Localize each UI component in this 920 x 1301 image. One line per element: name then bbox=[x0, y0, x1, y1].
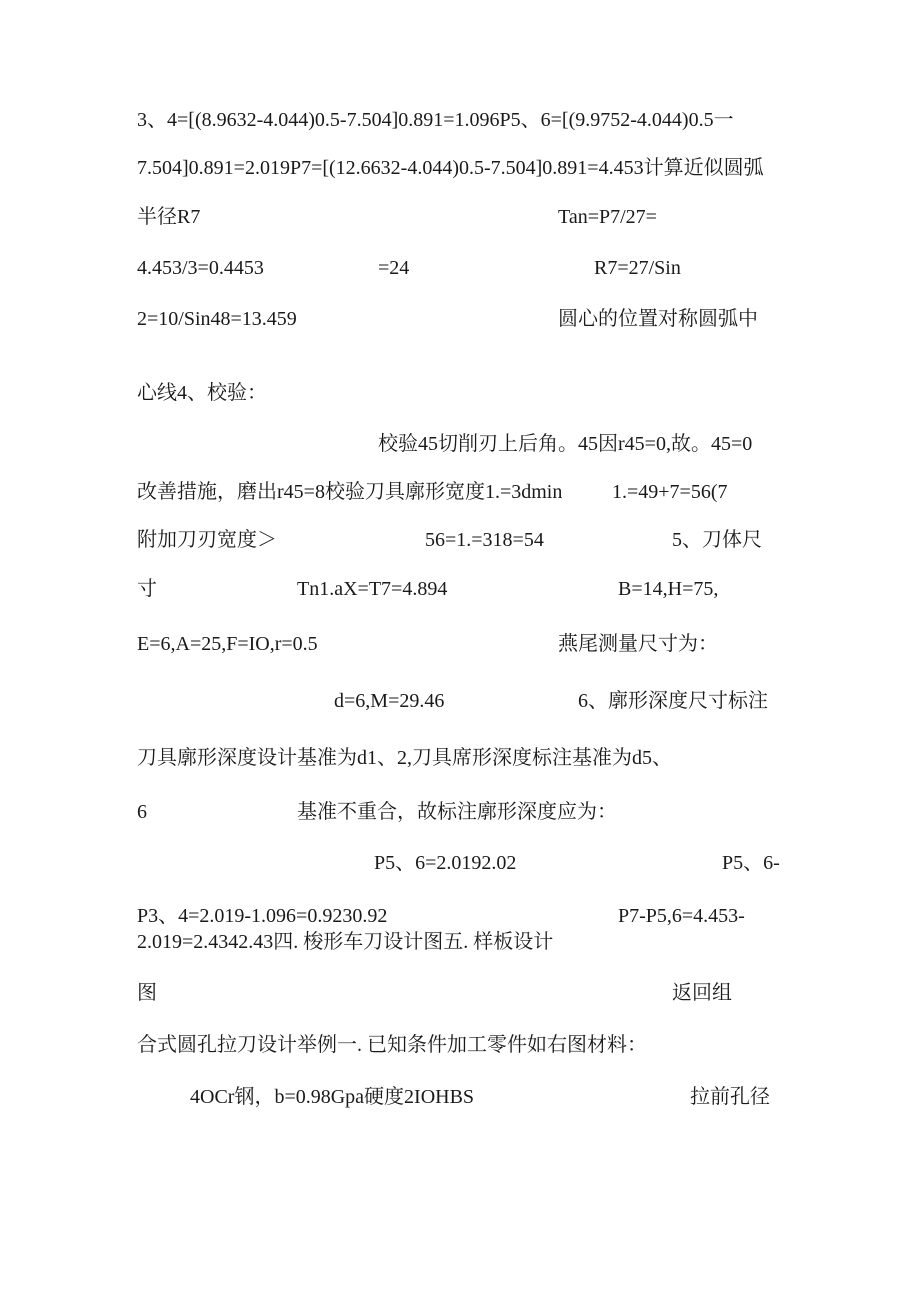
text-line: 6 bbox=[137, 801, 147, 823]
text-line: 圆心的位置对称圆弧中 bbox=[558, 308, 758, 330]
text-line: B=14,H=75, bbox=[618, 578, 719, 600]
text-line: 拉前孔径 bbox=[690, 1086, 770, 1108]
text-line: 刀具廓形深度设计基准为d1、2,刀具席形深度标注基准为d5、 bbox=[137, 747, 672, 769]
text-line: 2=10/Sin48=13.459 bbox=[137, 308, 297, 330]
text-line: 7.504]0.891=2.019P7=[(12.6632-4.044)0.5-7.504]0.891=4.453计算近似圆弧 bbox=[137, 157, 764, 179]
text-line: 合式圆孔拉刀设计举例一. 已知条件加工零件如右图材料： bbox=[137, 1034, 647, 1056]
text-line: 5、刀体尺 bbox=[672, 529, 762, 551]
text-line: P5、6- bbox=[722, 852, 780, 874]
text-line: 心线4、校验： bbox=[137, 382, 267, 404]
text-line: R7=27/Sin bbox=[594, 257, 681, 279]
text-line: 附加刀刃宽度＞ bbox=[137, 529, 277, 551]
text-line: 图 bbox=[137, 982, 157, 1004]
text-line: 燕尾测量尺寸为： bbox=[558, 633, 718, 655]
text-line: d=6,M=29.46 bbox=[334, 690, 445, 712]
text-line: P5、6=2.0192.02 bbox=[374, 852, 517, 874]
text-line: Tn1.aX=T7=4.894 bbox=[297, 578, 448, 600]
text-line: =24 bbox=[378, 257, 410, 279]
text-line: P7-P5,6=4.453- bbox=[618, 905, 745, 927]
text-line: 校验45切削刃上后角。45因r45=0,故。45=0 bbox=[378, 433, 753, 455]
text-line: 返回组 bbox=[672, 982, 732, 1004]
text-line: 寸 bbox=[137, 578, 157, 600]
text-line: 半径R7 bbox=[137, 206, 201, 228]
text-line: 6、廓形深度尺寸标注 bbox=[578, 690, 768, 712]
text-line: 4.453/3=0.4453 bbox=[137, 257, 264, 279]
text-line: Tan=P7/27= bbox=[558, 206, 657, 228]
text-line: 1.=49+7=56(7 bbox=[612, 481, 728, 503]
text-line: E=6,A=25,F=IO,r=0.5 bbox=[137, 633, 318, 655]
text-line: 改善措施，磨出r45=8校验刀具廓形宽度1.=3dmin bbox=[137, 481, 563, 503]
text-line: 56=1.=318=54 bbox=[425, 529, 544, 551]
text-line: 基准不重合，故标注廓形深度应为： bbox=[297, 801, 617, 823]
text-line: 4OCr钢，b=0.98Gpa硬度2IOHBS bbox=[190, 1086, 475, 1108]
text-line: P3、4=2.019-1.096=0.9230.92 bbox=[137, 905, 388, 927]
text-line: 3、4=[(8.9632-4.044)0.5-7.504]0.891=1.096P5、6=[(9.9752-4.044)0.5一 bbox=[137, 109, 734, 131]
text-line: 2.019=2.4342.43四. 梭形车刀设计图五. 样板设计 bbox=[137, 931, 554, 953]
